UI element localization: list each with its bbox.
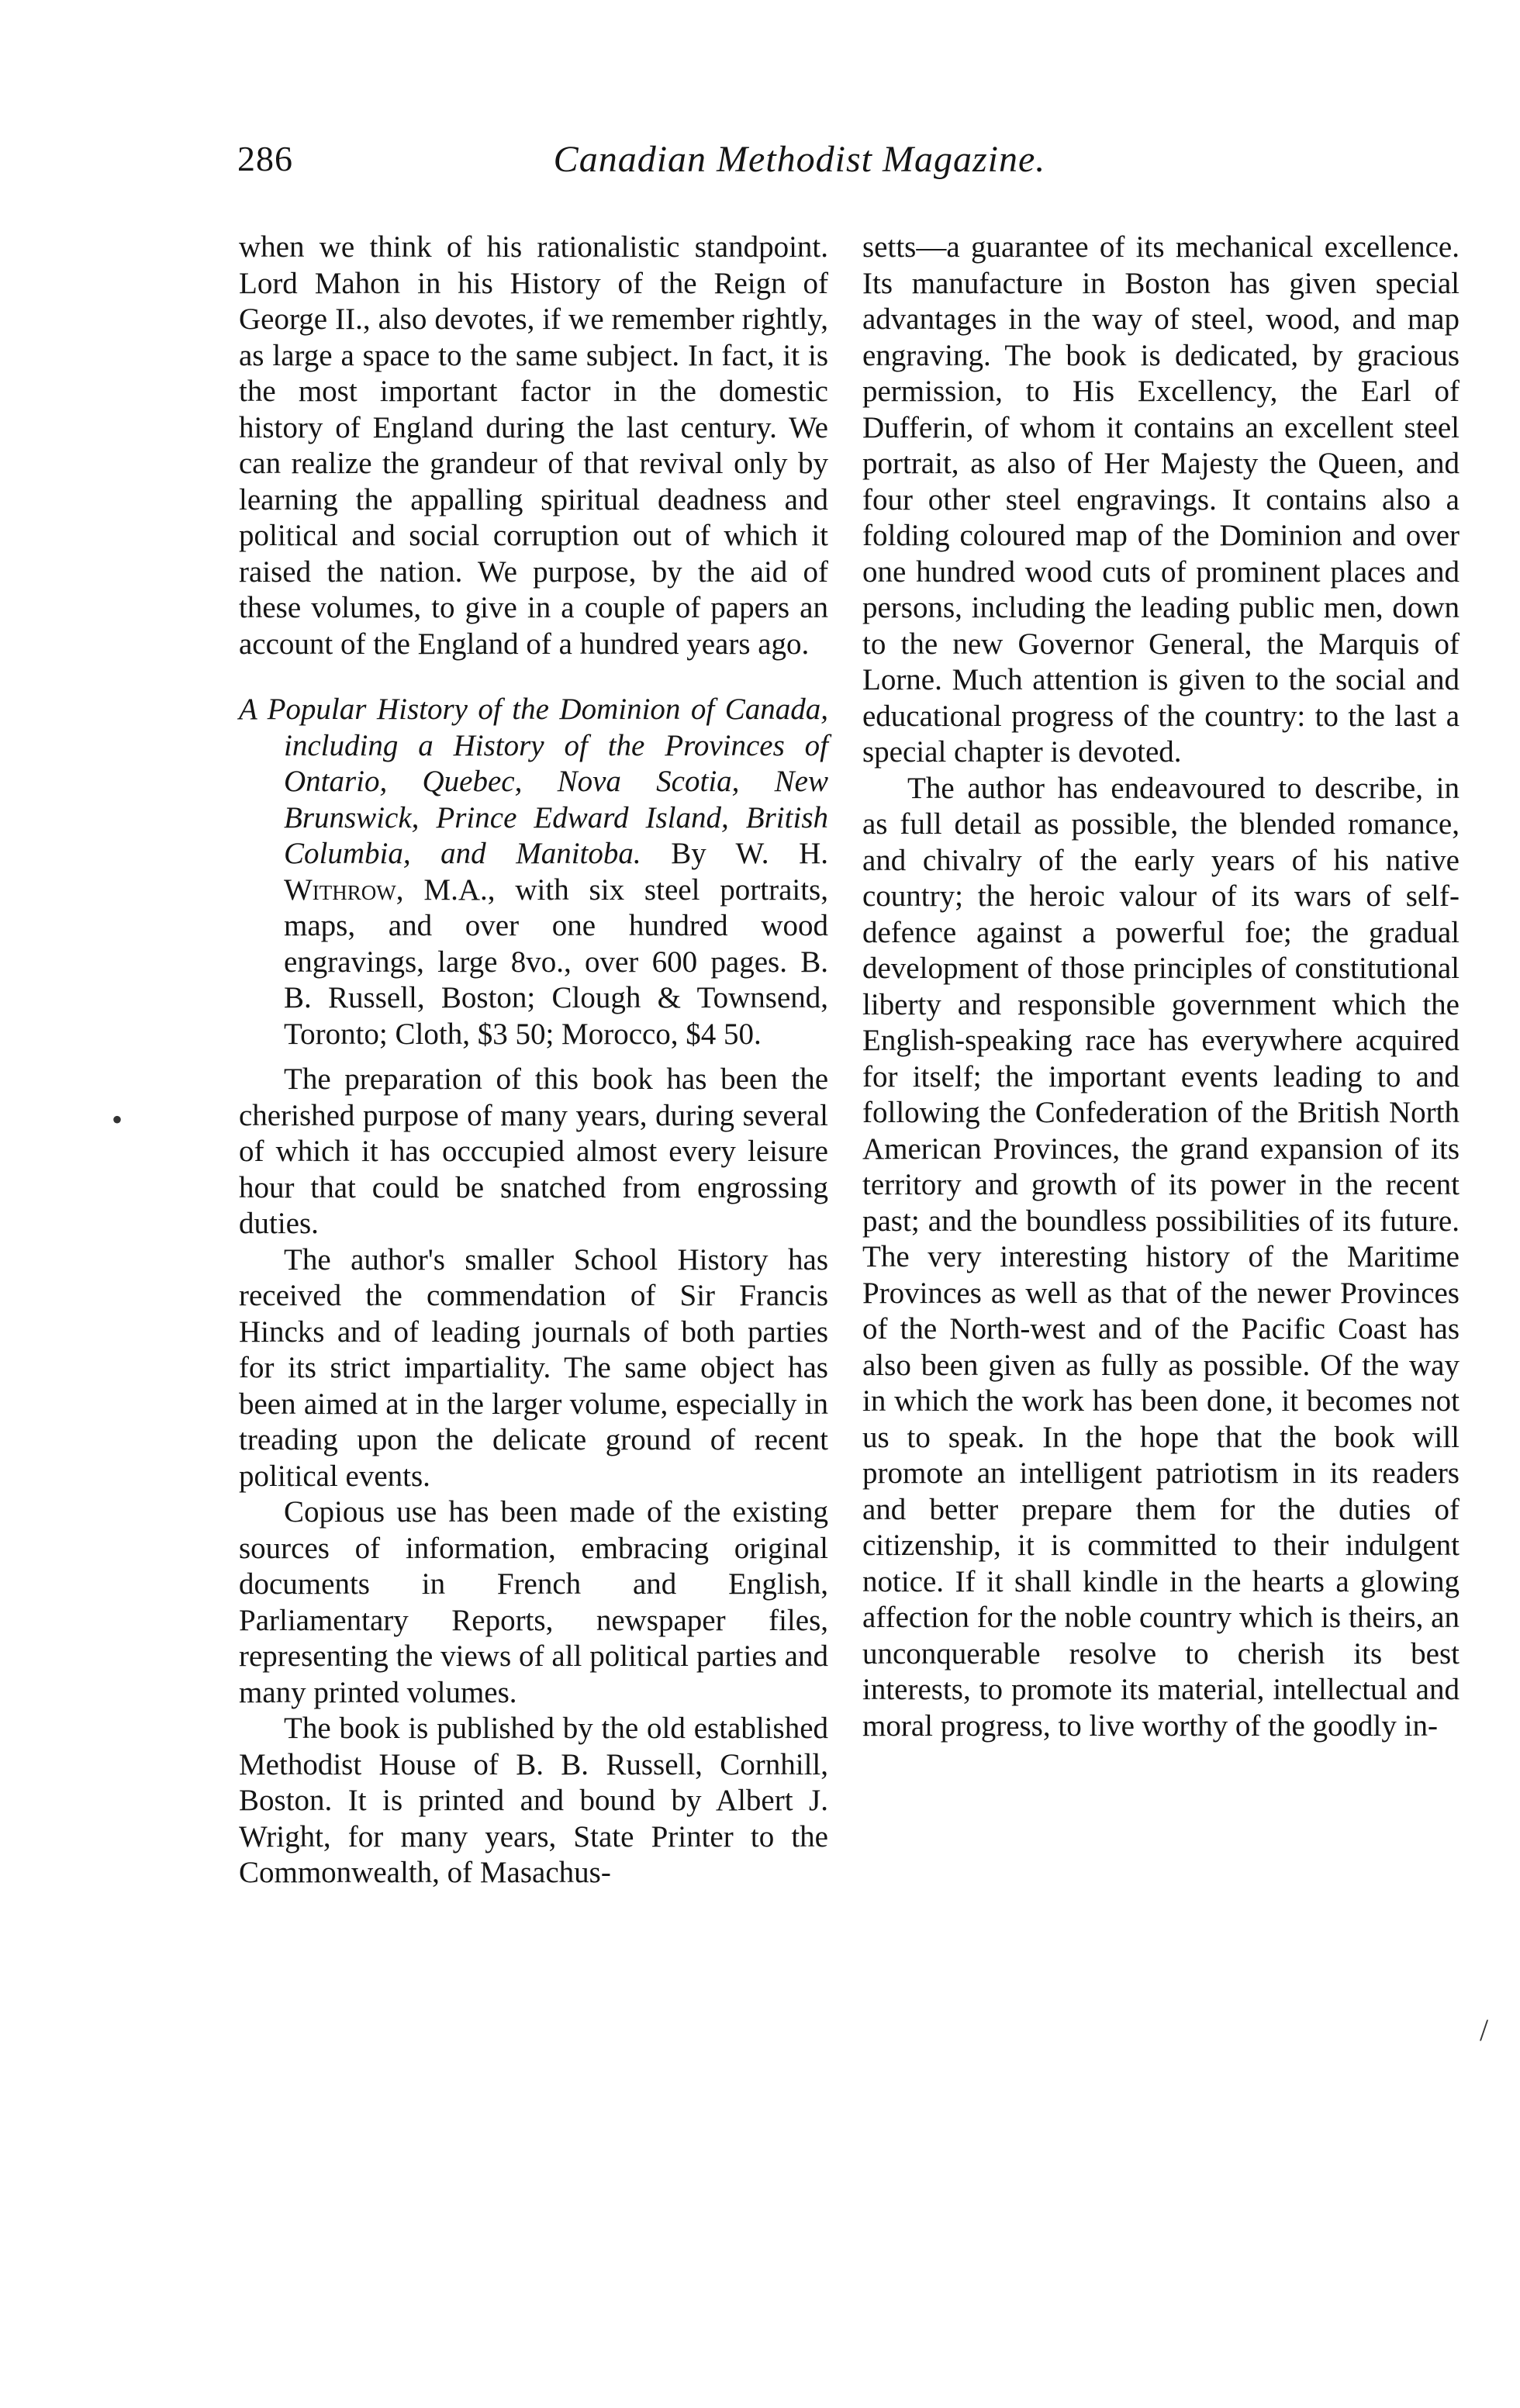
page-header xyxy=(237,138,1463,192)
book-author-by: By W. H. xyxy=(671,837,829,870)
body-paragraph: The preparation of this book has been the cherished purpose of many years, during several of which it has occcupied almost every leisure hour that could be snatched from engrossing duties. xyxy=(239,1062,828,1240)
margin-mark: / xyxy=(1480,2012,1489,2047)
left-column xyxy=(239,230,828,2246)
page-number: 286 xyxy=(237,139,293,178)
intro-paragraph: when we think of his rationalistic standpoint. Lord Mahon in his History of the Reign of George II., also devotes, if we remember rightly, as large a space to the same subject. In fact, it is the most important factor in the domestic history of England during the last century. We can realize the grandeur of that revival only by learning the appalling spiritual deadness and political and social corruption out of which it raised the nation. We purpose, by the aid of these volumes, to give in a couple of papers an account of the England of a hundred years ago. xyxy=(239,230,828,661)
body-paragraph: The author has endeavoured to describe, in as full detail as possible, the blended romance, and chivalry of the early years of his native country; the heroic valour of its wars of self-defence against a powerful foe; the gradual development of those principles of constitutional liberty and responsible government which the English-speaking race has everywhere acquired for itself; the important events leading to and following the Confederation of the British North American Provinces, the grand expansion of its territory and growth of its power in the recent past; and the boundless possibilities of its future. The very interesting history of the Maritime Provinces as well as that of the newer Provinces of the North-west and of the Pacific Coast has also been given as fully as possible. Of the way in which the work has been done, it becomes not us to speak. In the hope that the book will promote an intelligent patriotism in its readers and better prepare them for the duties of citizenship, it is committed to their indulgent notice. If it shall kindle in the hearts a glowing affection for the noble country which is theirs, an unconquerable resolve to cherish its best interests, to promote its material, intellectual and moral progress, to live worthy of the goodly in- xyxy=(862,771,1460,1743)
right-column xyxy=(862,230,1460,2246)
body-paragraph: The book is published by the old established Methodist House of B. B. Russell, Cornhill, Boston. It is printed and bound by Albert J. Wright, for many years, State Printer to the Commonwealth, of Masachus- xyxy=(239,1712,828,1889)
body-paragraph: The author's smaller School History has received the commendation of Sir Francis Hincks and of leading journals of both parties for its strict impartiality. The same object has been aimed at in the larger volume, especially in treading upon the delicate ground of recent political events. xyxy=(239,1242,828,1493)
book-details: , M.A., with six steel portraits, maps, and over one hundred wood engravings, large 8vo., over 600 pages. B. B. Russell, Boston; Clough & Townsend, Toronto; Cloth, $3 50; Morocco, $4 50. xyxy=(284,872,828,1051)
body-paragraph-continued: setts—a guarantee of its mechanical excellence. Its manufacture in Boston has given special advantages in the way of steel, wood, and map engraving. The book is dedicated, by gracious permission, to His Excellency, the Earl of Dufferin, of whom it contains an excellent steel portrait, as also of Her Majesty the Queen, and four other steel engravings. It contains also a folding coloured map of the Dominion and over one hundred wood cuts of prominent places and persons, including the leading public men, down to the new Governor General, the Marquis of Lorne. Much attention is given to the social and educational progress of the country: to the last a special chapter is devoted. xyxy=(862,230,1460,769)
book-title: A Popular History of the Dominion of Canada, including a History of the Provinces of Ontario, Quebec, Nova Scotia, New Brunswick, Prince Edward Island, British Columbia, and Manitoba. xyxy=(239,693,828,870)
body-paragraph: Copious use has been made of the existing sources of information, embracing original documents in French and English, Parliamentary Reports, newspaper files, representing the views of all political parties and many printed volumes. xyxy=(239,1495,828,1709)
running-title: Canadian Methodist Magazine. xyxy=(553,139,1046,180)
margin-mark: • xyxy=(112,1102,123,1137)
book-author-name: Withrow xyxy=(284,872,396,907)
book-review-entry xyxy=(239,692,828,1052)
